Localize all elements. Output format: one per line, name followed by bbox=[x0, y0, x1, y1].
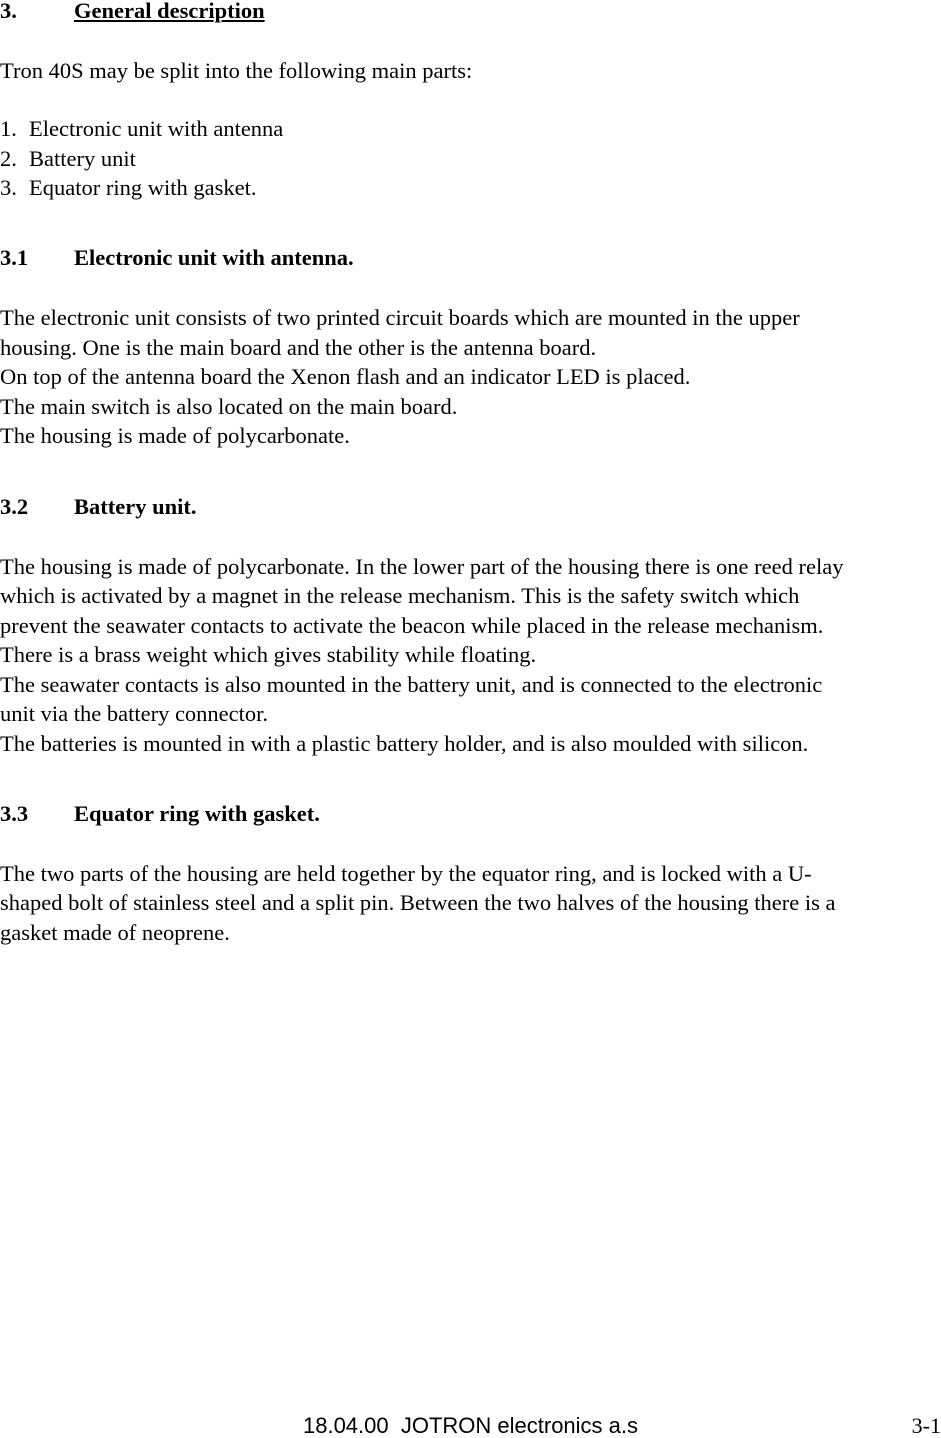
paragraph-line: There is a brass weight which gives stability while floating. bbox=[0, 642, 537, 667]
paragraph-line: The batteries is mounted in with a plastic battery holder, and is also moulded with silicon. bbox=[0, 731, 809, 756]
list-item bbox=[0, 177, 256, 200]
paragraph-line: which is activated by a magnet in the release mechanism. This is the safety switch which bbox=[0, 583, 800, 608]
list-item-number: 1. bbox=[0, 116, 17, 141]
paragraph-line: prevent the seawater contacts to activate the beacon while placed in the release mechanism. bbox=[0, 613, 824, 638]
list-item-text: Equator ring with gasket. bbox=[29, 175, 257, 200]
section-heading bbox=[0, 803, 320, 826]
list-item bbox=[0, 118, 283, 141]
page-number: 3-1 bbox=[911, 1413, 941, 1438]
intro-paragraph: Tron 40S may be split into the following main parts: bbox=[0, 58, 473, 83]
paragraph-line: The two parts of the housing are held together by the equator ring, and is locked with a U- bbox=[0, 861, 812, 886]
paragraph-line: shaped bolt of stainless steel and a split pin. Between the two halves of the housing there is a bbox=[0, 890, 836, 915]
list-item bbox=[0, 148, 136, 171]
list-item-number: 2. bbox=[0, 146, 17, 171]
paragraph-line: housing. One is the main board and the other is the antenna board. bbox=[0, 335, 597, 360]
paragraph-line: gasket made of neoprene. bbox=[0, 920, 230, 945]
section-heading bbox=[0, 496, 197, 519]
section-title: Battery unit. bbox=[74, 494, 197, 519]
paragraph-line: On top of the antenna board the Xenon flash and an indicator LED is placed. bbox=[0, 364, 691, 389]
list-item-text: Battery unit bbox=[29, 146, 136, 171]
section-title: Equator ring with gasket. bbox=[74, 801, 320, 826]
heading-title: General description bbox=[74, 0, 265, 23]
section-title: Electronic unit with antenna. bbox=[74, 245, 354, 270]
paragraph-line: unit via the battery connector. bbox=[0, 701, 269, 726]
section-number: 3.2 bbox=[0, 494, 29, 519]
section-number: 3.3 bbox=[0, 801, 29, 826]
heading-number: 3. bbox=[0, 0, 17, 23]
section-number: 3.1 bbox=[0, 245, 29, 270]
section-heading bbox=[0, 247, 354, 270]
footer-date-company: 18.04.00 JOTRON electronics a.s bbox=[302, 1413, 639, 1438]
paragraph-line: The main switch is also located on the main board. bbox=[0, 394, 458, 419]
list-item-text: Electronic unit with antenna bbox=[29, 116, 284, 141]
page-heading bbox=[0, 0, 265, 23]
paragraph-line: The housing is made of polycarbonate. bbox=[0, 423, 350, 448]
paragraph-line: The electronic unit consists of two printed circuit boards which are mounted in the upper bbox=[0, 305, 800, 330]
paragraph-line: The seawater contacts is also mounted in the battery unit, and is connected to the electronic bbox=[0, 672, 823, 697]
list-item-number: 3. bbox=[0, 175, 17, 200]
paragraph-line: The housing is made of polycarbonate. In the lower part of the housing there is one reed relay bbox=[0, 554, 844, 579]
